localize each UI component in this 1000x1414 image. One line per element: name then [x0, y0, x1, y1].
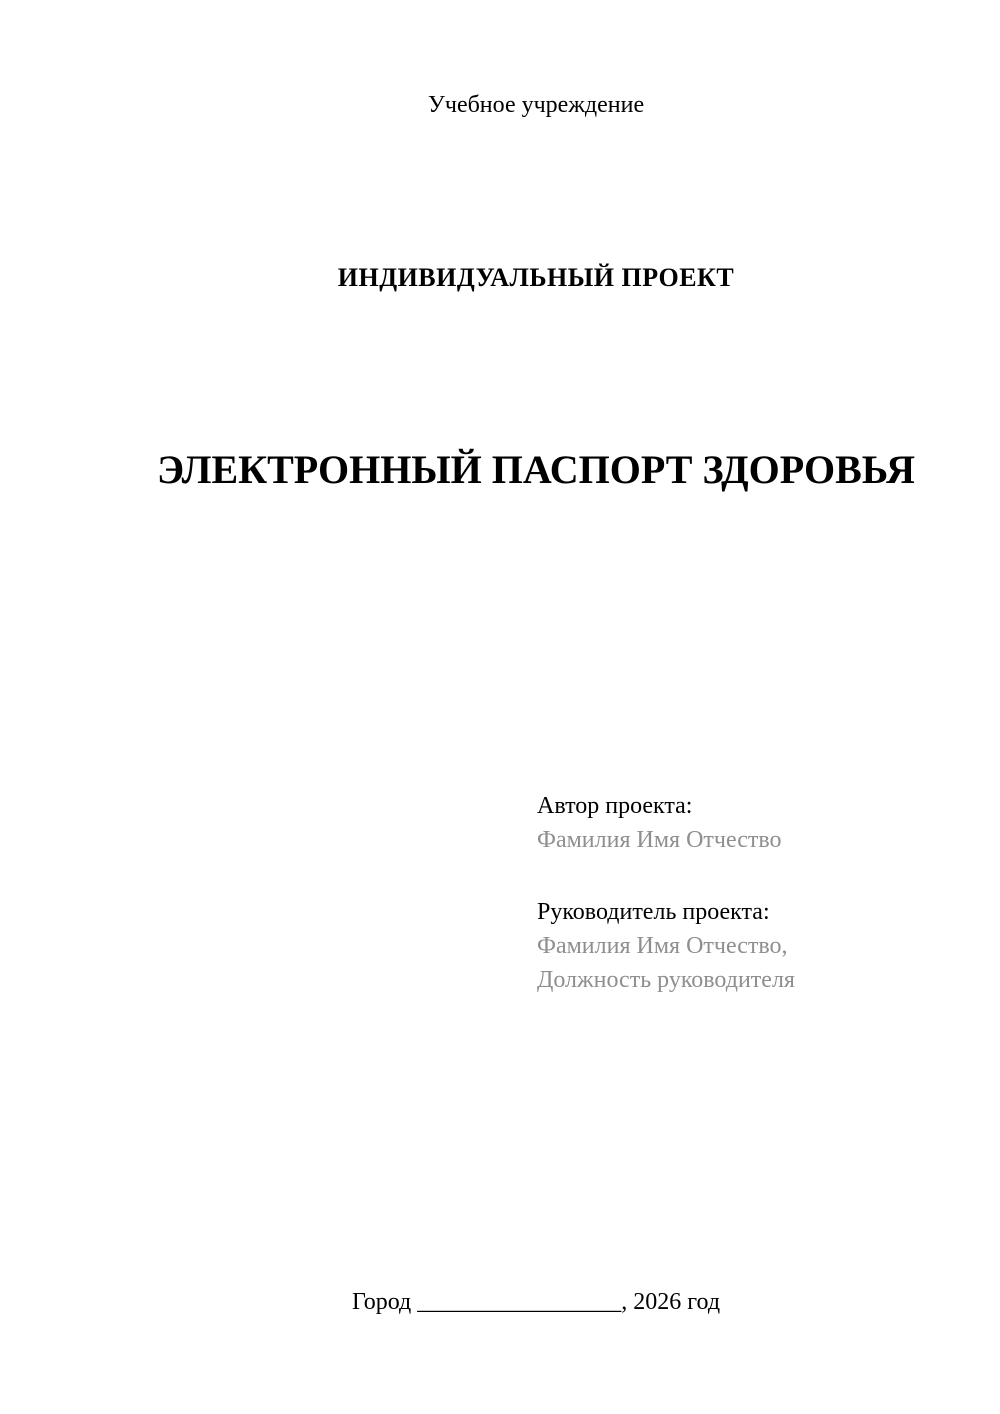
supervisor-name-placeholder: Фамилия Имя Отчество, — [537, 933, 788, 959]
city-blank-line: _________________ — [417, 1289, 622, 1315]
supervisor-label: Руководитель проекта: — [537, 899, 770, 925]
supervisor-section — [537, 895, 795, 997]
author-label: Автор проекта: — [537, 793, 693, 819]
document-type-heading: ИНДИВИДУАЛЬНЫЙ ПРОЕКТ — [337, 263, 735, 292]
document-title: ЭЛЕКТРОННЫЙ ПАСПОРТ ЗДОРОВЬЯ — [157, 447, 915, 492]
author-name-placeholder: Фамилия Имя Отчество — [537, 827, 782, 853]
footer-line — [143, 1289, 929, 1316]
author-section — [537, 789, 782, 857]
city-label: Город — [351, 1289, 412, 1315]
institution-line: Учебное учреждение — [427, 92, 645, 118]
year-text: , 2026 год — [621, 1289, 721, 1315]
supervisor-position-placeholder: Должность руководителя — [537, 967, 795, 993]
